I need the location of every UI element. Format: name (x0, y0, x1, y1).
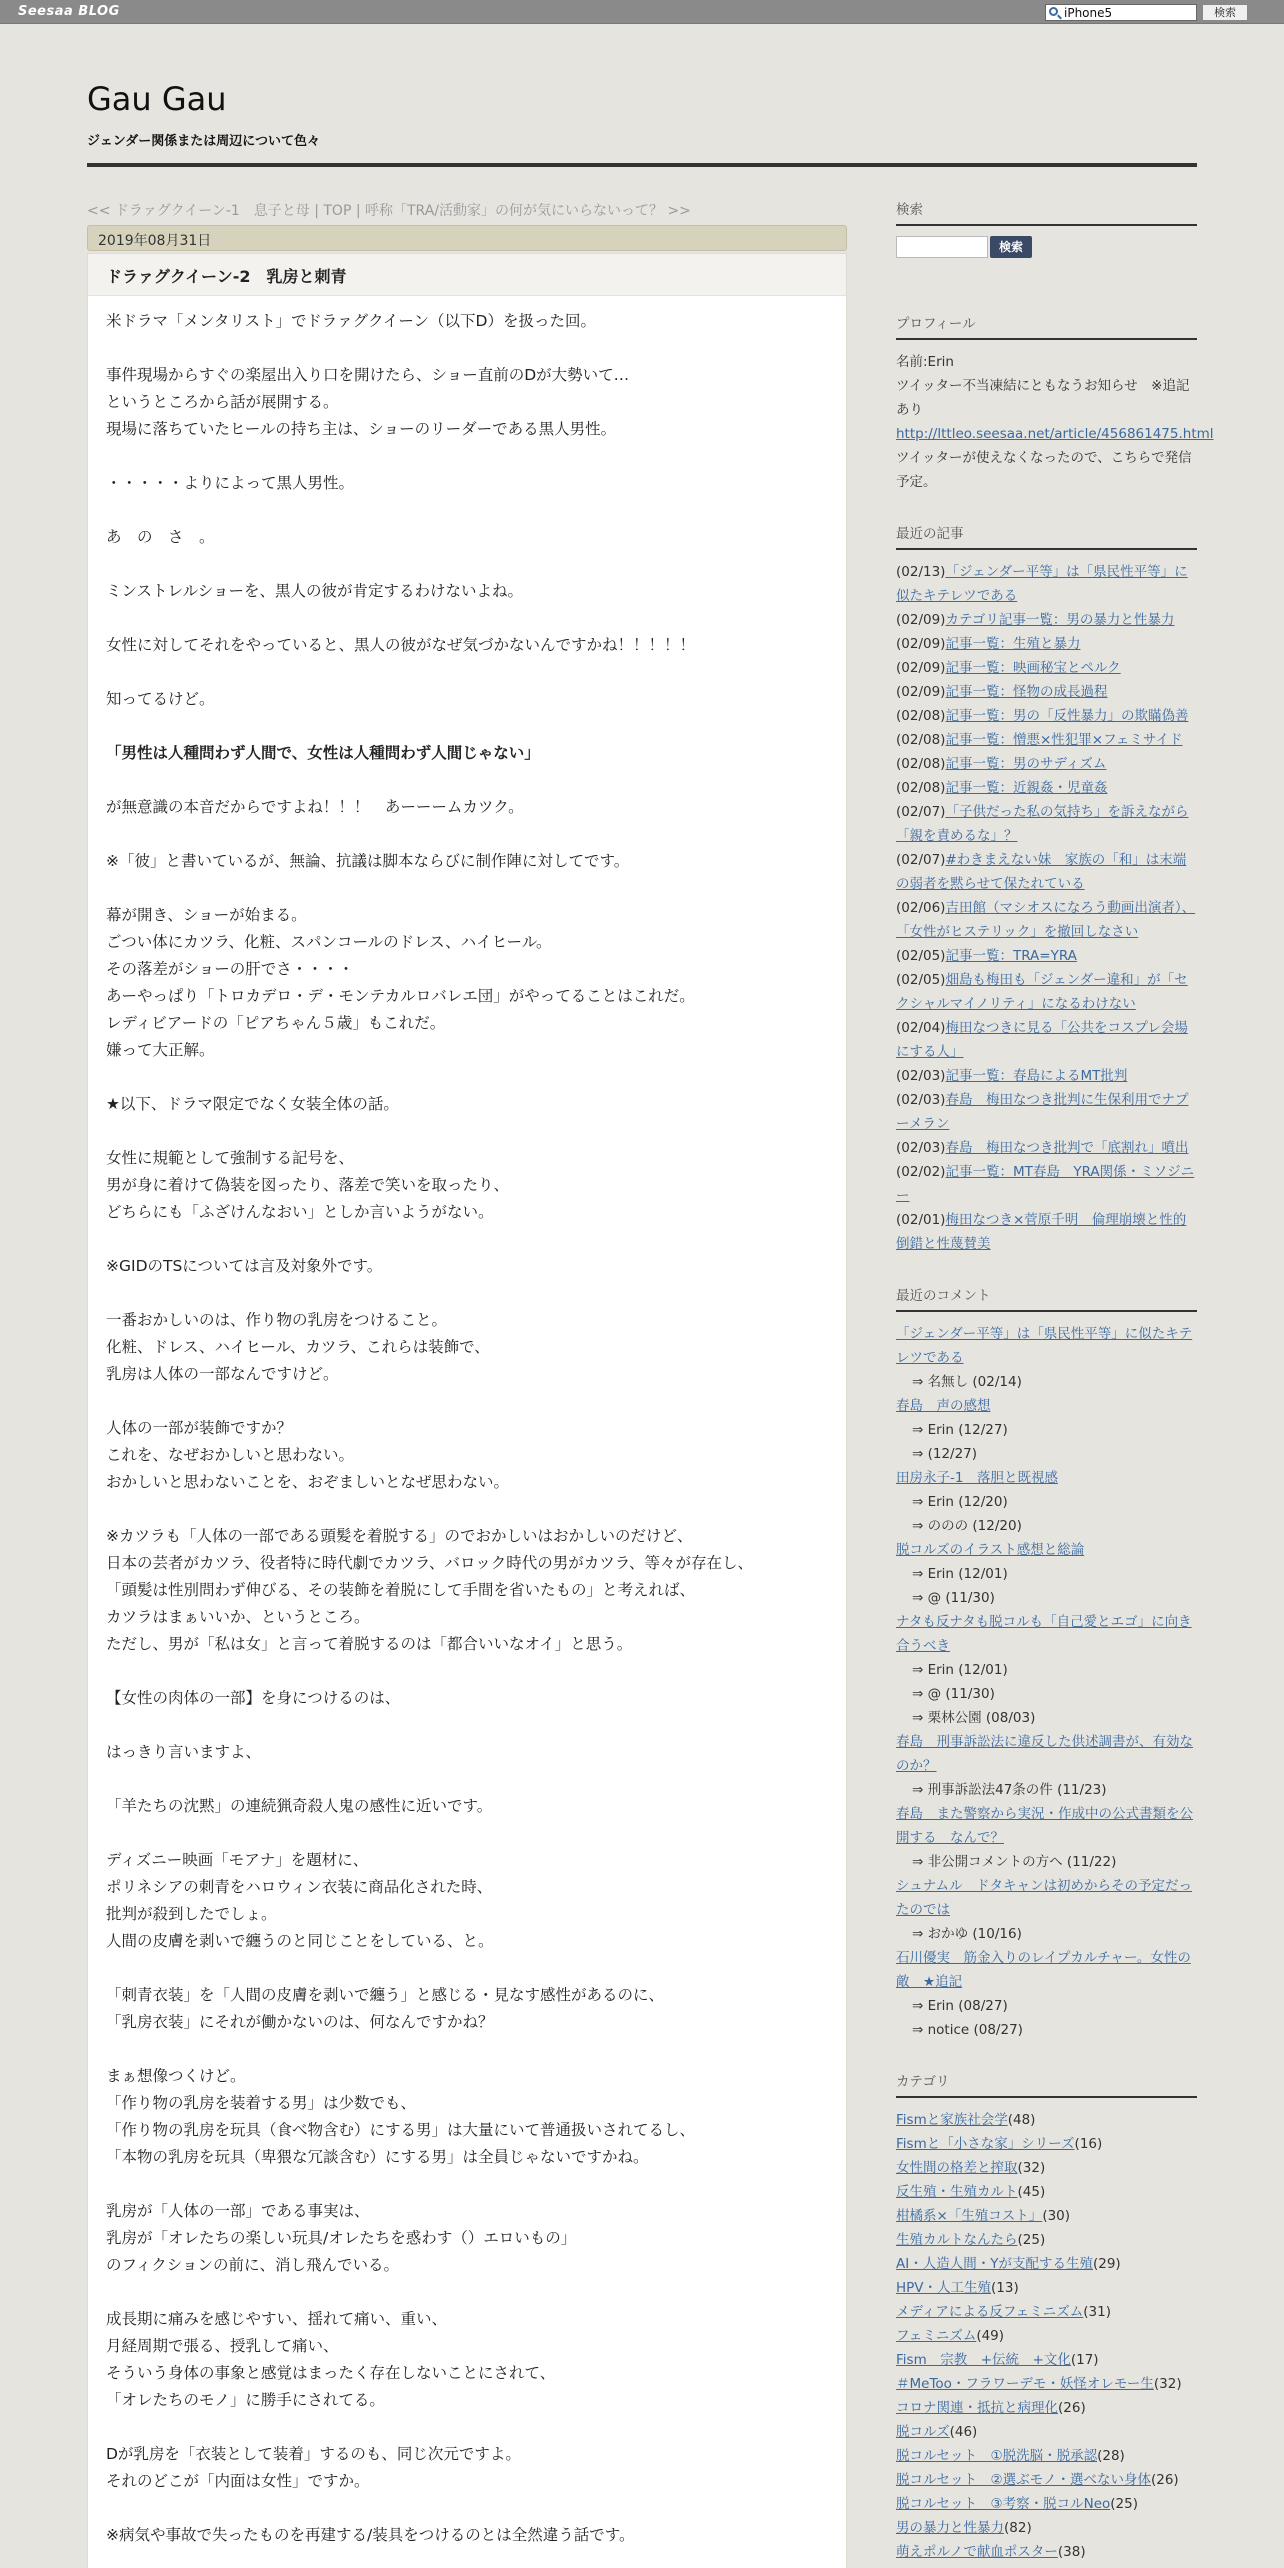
recent-post-item (896, 944, 1197, 968)
categories-heading: カテゴリ (896, 2070, 1197, 2098)
recent-post-item (896, 560, 1197, 608)
post-line: 「作り物の乳房を玩具（食べ物含む）にする男」は大量にいて普通扱いされてるし、 (106, 2121, 696, 2139)
recent-post-date: (02/04) (896, 1020, 946, 1036)
category-item (896, 2228, 1197, 2252)
category-item (896, 2108, 1197, 2132)
category-link[interactable]: フェミニズム (896, 2328, 977, 2344)
comment-entry[interactable]: ⇒ 名無し (02/14) (912, 1374, 1022, 1390)
category-item (896, 2300, 1197, 2324)
post-card (87, 253, 847, 2568)
recent-post-link[interactable]: 春島 梅田なつき批判に生保利用でナプーメラン (896, 1092, 1189, 1132)
comment-entry[interactable]: ⇒ 栗林公園 (08/03) (912, 1710, 1036, 1726)
post-line: ごつい体にカツラ、化粧、スパンコールのドレス、ハイヒール。 (106, 933, 552, 951)
post-line: 「頭髪は性別問わず伸びる、その装飾を着脱にして手間を省いたもの」と考えれば、 (106, 1581, 696, 1599)
comment-article (896, 1394, 1197, 1418)
post-line: おかしいと思わないことを、おぞましいとなぜ思わない。 (106, 1473, 510, 1491)
recent-post-item (896, 608, 1197, 632)
post-line: カツラはまぁいいか、というところ。 (106, 1608, 370, 1626)
comment-article (896, 1730, 1197, 1778)
category-count: (28) (1097, 2448, 1125, 2464)
comment-entry[interactable]: ⇒ @ (11/30) (912, 1686, 995, 1702)
recent-posts-list (896, 560, 1197, 1256)
category-item (896, 2444, 1197, 2468)
category-link[interactable]: 女性間の格差と搾取 (896, 2160, 1018, 2176)
category-count: (31) (1083, 2304, 1111, 2320)
category-count: (32) (1153, 2376, 1182, 2392)
recent-post-link[interactable]: 記事一覧：春島によるMT批判 (945, 1068, 1128, 1084)
post-line: 「作り物の乳房を装着する男」は少数でも、 (106, 2094, 417, 2112)
post-line: あーやっぱり「トロカデロ・デ・モンテカルロバレエ団」がやってることはこれだ。 (106, 987, 695, 1005)
comment-entry[interactable]: ⇒ Erin (12/20) (912, 1494, 1008, 1510)
comment-article-link[interactable]: 田房永子-1 落胆と既視感 (896, 1470, 1058, 1486)
category-item (896, 2516, 1197, 2540)
post-line: ポリネシアの刺青をハロウィン衣装に商品化された時、 (106, 1878, 493, 1896)
post-line (106, 1955, 828, 1982)
recent-post-item (896, 800, 1197, 848)
post-line: まぁ想像つくけど。 (106, 2067, 246, 2085)
category-link[interactable]: コロナ関連・抵抗と病理化 (896, 2400, 1058, 2416)
comment-entry[interactable]: ⇒ Erin (12/01) (912, 1662, 1008, 1678)
category-item (896, 2420, 1197, 2444)
category-link[interactable]: ＃MeToo・フラワーデモ・妖怪オレモー生 (896, 2376, 1154, 2392)
recent-post-link[interactable]: 記事一覧：MT春島 YRA関係・ミソジニー (896, 1164, 1195, 1204)
comment-article (896, 1802, 1197, 1850)
post-line: どちらにも「ふざけんなおい」としか言いようがない。 (106, 1203, 494, 1221)
comment-article-link[interactable]: ナタも反ナタも脱コルも「自己愛とエゴ」に向き合うべき (896, 1614, 1192, 1654)
header-divider (87, 163, 1197, 167)
profile-link[interactable]: http://lttleo.seesaa.net/article/456861475.html (896, 426, 1214, 442)
recent-post-date: (02/05) (896, 948, 946, 964)
category-link[interactable]: Fismと家族社会学 (896, 2112, 1008, 2128)
category-item (896, 2276, 1197, 2300)
comment-article (896, 1610, 1197, 1658)
toolbar-search-input[interactable]: iPhone5 (1045, 4, 1197, 21)
category-link[interactable]: 萌えポルノで献血ポスター (896, 2544, 1058, 2560)
category-count: (30) (1042, 2208, 1071, 2224)
post-line: 【女性の肉体の一部】を身につけるのは、 (106, 1689, 401, 1707)
recent-post-date: (02/03) (896, 1068, 946, 1084)
recent-post-date: (02/09) (896, 636, 946, 652)
sidebar-recent-comments (896, 1284, 1197, 2042)
post-line (106, 767, 828, 794)
comment-article (896, 1946, 1197, 1994)
post-line: それのどこが「内面は女性」ですか。 (106, 2472, 370, 2490)
post-line (106, 1280, 828, 1307)
recent-post-item (896, 776, 1197, 800)
post-line (106, 1496, 828, 1523)
category-link[interactable]: 脱コルセット ③考察・脱コルNeo (896, 2496, 1111, 2512)
comment-entry[interactable]: ⇒ 刑事訴訟法47条の件 (11/23) (912, 1782, 1107, 1798)
recent-post-link[interactable]: 記事一覧：怪物の成長過程 (945, 684, 1108, 700)
category-count: (38) (1057, 2544, 1086, 2560)
post-line (106, 2414, 828, 2441)
recent-post-item (896, 632, 1197, 656)
recent-post-date: (02/13) (896, 564, 946, 580)
recent-post-item (896, 968, 1197, 1016)
post-line: 化粧、ドレス、ハイヒール、カツラ、これらは装飾で、 (106, 1338, 490, 1356)
category-count: (17) (1070, 2352, 1099, 2368)
post-line: ディズニー映画「モアナ」を題材に、 (106, 1851, 369, 1869)
category-link[interactable]: メディアによる反フェミニズム (896, 2304, 1084, 2320)
post-line: ・・・・・よりによって黒人男性。 (106, 474, 355, 492)
post-line: 知ってるけど。 (106, 690, 215, 708)
category-link[interactable]: Fismと「小さな家」シリーズ (896, 2136, 1075, 2152)
recent-post-item (896, 1088, 1197, 1136)
category-item (896, 2492, 1197, 2516)
post-line: レディビアードの「ピアちゃん５歳」もこれだ。 (106, 1014, 446, 1032)
category-item (896, 2204, 1197, 2228)
sidebar-categories (896, 2070, 1197, 2564)
recent-post-link[interactable]: 吉田館（マシオスになろう動画出演者）、「女性がヒステリック」を撤回しなさい (896, 900, 1196, 940)
category-link[interactable]: 男の暴力と性暴力 (896, 2520, 1004, 2536)
recent-post-date: (02/01) (896, 1212, 946, 1228)
recent-post-date: (02/07) (896, 804, 946, 820)
seesaa-blog-logo[interactable]: Seesaa BLOG (18, 4, 120, 19)
post-line (106, 1226, 828, 1253)
category-count: (32) (1017, 2160, 1046, 2176)
category-link[interactable]: 脱コルセット ②選ぶモノ・選べない身体 (896, 2472, 1151, 2488)
post-line (106, 335, 828, 362)
recent-post-link[interactable]: 梅田なつき×菅原千明 倫理崩壊と性的倒錯と性蔑賛美 (896, 1212, 1187, 1252)
recent-post-date: (02/09) (896, 612, 946, 628)
post-line (106, 1766, 828, 1793)
category-count: (26) (1058, 2400, 1086, 2416)
post-line: 米ドラマ「メンタリスト」でドラァグクイーン（以下D）を扱った回。 (106, 312, 596, 330)
post-line: 乳房が「人体の一部」である事実は、 (106, 2202, 370, 2220)
comment-entry[interactable]: ⇒ Erin (12/27) (912, 1422, 1008, 1438)
post-line: 「刺青衣装」を「人間の皮膚を剥いで纏う」と感じる・見なす感性があるのに、 (106, 1986, 665, 2004)
post-line: ※カツラも「人体の一部である頭髪を着脱する」のでおかしいはおかしいのだけど、 (106, 1527, 693, 1545)
post-line: 女性に規範として強制する記号を、 (106, 1149, 355, 1167)
comment-entry[interactable]: ⇒ notice (08/27) (912, 2022, 1023, 2038)
seesaa-toolbar (0, 0, 1284, 24)
comment-entry[interactable]: ⇒ 非公開コメントの方へ (11/22) (912, 1854, 1117, 1870)
post-line (106, 497, 828, 524)
categories-list (896, 2108, 1197, 2564)
recent-post-link[interactable]: カテゴリ記事一覧：男の暴力と性暴力 (945, 612, 1175, 628)
profile-note: ツイッターが使えなくなったので、こちらで発信予定。 (896, 450, 1192, 490)
profile-name: 名前:Erin (896, 354, 954, 370)
sidebar-recent-posts (896, 522, 1197, 1256)
post-line (106, 2036, 828, 2063)
post-line: はっきり言いますよ、 (106, 1743, 262, 1761)
post-line: 「乳房衣装」にそれが働かないのは、何なんですかね？ (106, 2013, 494, 2031)
category-count: (16) (1074, 2136, 1103, 2152)
comment-article-link[interactable]: 石川優実 筋金入りのレイプカルチャー。女性の敵 ★追記 (896, 1950, 1191, 1990)
category-count: (26) (1150, 2472, 1179, 2488)
post-line: 日本の芸者がカツラ、役者特に時代劇でカツラ、バロック時代の男がカツラ、等々が存在し、 (106, 1554, 753, 1572)
post-line (106, 1118, 828, 1145)
post-line (106, 713, 828, 740)
category-item (896, 2180, 1197, 2204)
post-line (106, 443, 828, 470)
recent-post-date: (02/02) (896, 1164, 946, 1180)
category-link[interactable]: Fism 宗教 +伝統 +文化 (896, 2352, 1071, 2368)
post-line: 一番おかしいのは、作り物の乳房をつけること。 (106, 1311, 448, 1329)
comment-article (896, 1322, 1197, 1370)
recent-post-link[interactable]: 畑島も梅田も「ジェンダー違和」が「セクシャルマイノリティ」になるわけない (896, 972, 1188, 1012)
comment-article-link[interactable]: 脱コルズのイラスト感想と総論 (896, 1542, 1085, 1558)
category-count: (48) (1007, 2112, 1036, 2128)
comment-entry[interactable]: ⇒ ののの (12/20) (912, 1518, 1022, 1534)
post-line: あ の さ 。 (106, 528, 215, 546)
post-line (106, 2279, 828, 2306)
recent-post-link[interactable]: 梅田なつきに見る「公共をコスプレ会場にする人」 (896, 1020, 1188, 1060)
post-date: 2019年08月31日 (87, 225, 847, 251)
post-line: 月経周期で張る、授乳して痛い、 (106, 2337, 339, 2355)
comment-article-link[interactable]: 「ジェンダー平等」は「県民性平等」に似たキテレツである (896, 1326, 1193, 1366)
recent-post-link[interactable]: 記事一覧：男の「反性暴力」の欺瞞偽善 (945, 708, 1189, 724)
recent-post-date: (02/07) (896, 852, 946, 868)
post-line (106, 821, 828, 848)
recent-post-link[interactable]: 記事一覧：憎悪×性犯罪×フェミサイド (945, 732, 1183, 748)
post-line: 女性に対してそれをやっていると、黒人の彼がなぜ気づかないんですかね！！！！！ (106, 636, 696, 654)
recent-post-link[interactable]: 記事一覧：生殖と暴力 (945, 636, 1081, 652)
category-item (896, 2252, 1197, 2276)
category-item (896, 2156, 1197, 2180)
post-line (106, 659, 828, 686)
post-line: 事件現場からすぐの楽屋出入り口を開けたら、ショー直前のDが大勢いて… (106, 366, 630, 384)
recent-post-item (896, 1208, 1197, 1256)
recent-post-item (896, 704, 1197, 728)
category-link[interactable]: 反生殖・生殖カルト (896, 2184, 1018, 2200)
recent-post-item (896, 1064, 1197, 1088)
recent-post-date: (02/06) (896, 900, 946, 916)
category-count: (25) (1110, 2496, 1138, 2512)
recent-post-item (896, 680, 1197, 704)
recent-post-date: (02/08) (896, 732, 946, 748)
profile-heading: プロフィール (896, 312, 1197, 340)
post-body (88, 296, 846, 2549)
category-item (896, 2132, 1197, 2156)
category-count: (46) (949, 2424, 978, 2440)
recent-post-link[interactable]: 春島 梅田なつき批判で「底割れ」噴出 (945, 1140, 1189, 1156)
category-item (896, 2396, 1197, 2420)
toolbar-search-button[interactable]: 検索 (1202, 4, 1248, 21)
post-line: が無意識の本音だからですよね！！！ あーーームカツク。 (106, 798, 524, 816)
recent-post-date: (02/05) (896, 972, 946, 988)
comment-article (896, 1874, 1197, 1922)
post-line (106, 2495, 828, 2522)
category-count: (82) (1004, 2520, 1032, 2536)
post-line: 幕が開き、ショーが始まる。 (106, 906, 307, 924)
sidebar-search-heading: 検索 (896, 198, 1197, 226)
post-line: 人間の皮膚を剥いで纏うのと同じことをしている、と。 (106, 1932, 494, 1950)
post-line (106, 2171, 828, 2198)
post-line: Dが乳房を「衣装として装着」するのも、同じ次元ですよ。 (106, 2445, 521, 2463)
recent-post-link[interactable]: 記事一覧：TRA=YRA (945, 948, 1077, 964)
category-item (896, 2348, 1197, 2372)
post-line: ※「彼」と書いているが、無論、抗議は脚本ならびに制作陣に対してです。 (106, 852, 630, 870)
search-icon (1049, 7, 1058, 16)
post-line: のフィクションの前に、消し飛んでいる。 (106, 2256, 399, 2274)
comment-entry[interactable]: ⇒ おかゆ (10/16) (912, 1926, 1022, 1942)
recent-post-date: (02/03) (896, 1092, 946, 1108)
category-item (896, 2324, 1197, 2348)
category-count: (29) (1092, 2256, 1121, 2272)
comment-entry[interactable]: ⇒ (12/27) (912, 1446, 978, 1462)
category-link[interactable]: 柑橘系×「生殖コスト」 (896, 2208, 1043, 2224)
comment-article-link[interactable]: 春島 また警察から実況・作成中の公式書類を公開する なんで？ (896, 1806, 1193, 1846)
post-line: 批判が殺到したでしょ。 (106, 1905, 277, 1923)
post-line (106, 605, 828, 632)
recent-post-item (896, 896, 1197, 944)
category-link[interactable]: 生殖カルトなんたら (896, 2232, 1018, 2248)
post-line (106, 1820, 828, 1847)
recent-post-link[interactable]: 記事一覧：映画秘宝とペルク (945, 660, 1121, 676)
post-line: 乳房は人体の一部なんですけど。 (106, 1365, 339, 1383)
recent-post-date: (02/08) (896, 708, 946, 724)
post-line: 現場に落ちていたヒールの持ち主は、ショーのリーダーである黒人男性。 (106, 420, 617, 438)
post-line: これを、なぜおかしいと思わない。 (106, 1446, 355, 1464)
category-link[interactable]: 脱コルセット ①脱洗脳・脱承認 (896, 2448, 1098, 2464)
post-line: その落差がショーの肝でさ・・・・ (106, 960, 354, 978)
post-line: 成長期に痛みを感じやすい、揺れて痛い、重い、 (106, 2310, 448, 2328)
category-link[interactable]: HPV・人工生殖 (896, 2280, 992, 2296)
recent-post-date: (02/08) (896, 780, 946, 796)
comment-article-link[interactable]: 春島 声の感想 (896, 1398, 991, 1414)
post-line (106, 1712, 828, 1739)
post-line: ※GIDのTSについては言及対象外です。 (106, 1257, 383, 1275)
comment-article (896, 1538, 1197, 1562)
recent-post-link[interactable]: 記事一覧：男のサディズム (945, 756, 1107, 772)
post-line: 人体の一部が装飾ですか？ (106, 1419, 293, 1437)
post-line: そういう身体の事象と感覚はまったく存在しないことにされて、 (106, 2364, 556, 2382)
comment-entry[interactable]: ⇒ Erin (12/01) (912, 1566, 1008, 1582)
post-line: ただし、男が「私は女」と言って着脱するのは「都合いいなオイ」と思う。 (106, 1635, 633, 1653)
recent-post-item (896, 1160, 1197, 1208)
comment-article-link[interactable]: シュナムル ドタキャンは初めからその予定だったのでは (896, 1878, 1193, 1918)
recent-post-link[interactable]: 「ジェンダー平等」は「県民性平等」に似たキテレツである (896, 564, 1188, 604)
post-navigation[interactable]: << ドラァグクイーン-1 息子と母 | TOP | 呼称「TRA/活動家」の何が気にいらないって？ >> (87, 203, 691, 219)
post-line: ミンストレルショーを、黒人の彼が肯定するわけないよね。 (106, 582, 523, 600)
post-line: ★以下、ドラマ限定でなく女装全体の話。 (106, 1095, 399, 1113)
blog-description: ジェンダー関係または周辺について色々 (87, 134, 320, 149)
sidebar-profile (896, 312, 1214, 494)
sidebar-search (896, 198, 1197, 260)
category-item (896, 2468, 1197, 2492)
post-line (106, 1388, 828, 1415)
sidebar (896, 198, 1214, 2564)
blog-title[interactable]: Gau Gau (87, 80, 227, 118)
recent-post-item (896, 1136, 1197, 1160)
recent-post-date: (02/09) (896, 660, 946, 676)
recent-post-link[interactable]: #わきまえない妹 家族の「和」は末端の弱者を黙らせて保たれている (896, 852, 1187, 892)
category-count: (13) (991, 2280, 1019, 2296)
recent-post-date: (02/03) (896, 1140, 946, 1156)
comment-entry[interactable]: ⇒ Erin (08/27) (912, 1998, 1008, 2014)
post-line (106, 1658, 828, 1685)
post-line: 「羊たちの沈黙」の連続猟奇殺人鬼の感性に近いです。 (106, 1797, 493, 1815)
profile-notice: ツイッター不当凍結にともなうお知らせ ※追記あり (896, 378, 1190, 418)
recent-comments-list (896, 1322, 1197, 2042)
category-item (896, 2540, 1197, 2564)
recent-post-item (896, 728, 1197, 752)
comment-article (896, 1466, 1197, 1490)
recent-post-link[interactable]: 「子供だった私の気持ち」を訴えながら「親を責めるな」？ (896, 804, 1189, 844)
post-line: 「本物の乳房を玩具（卑猥な冗談含む）にする男」は全員じゃないですかね。 (106, 2148, 649, 2166)
post-title[interactable]: ドラァグクイーン-2 乳房と刺青 (88, 254, 846, 296)
post-line (106, 1064, 828, 1091)
recent-post-date: (02/08) (896, 756, 946, 772)
post-line: 嫌って大正解。 (106, 1041, 215, 1059)
recent-post-item (896, 752, 1197, 776)
category-link[interactable]: 脱コルズ (896, 2424, 950, 2440)
post-line (106, 875, 828, 902)
recent-post-date: (02/09) (896, 684, 946, 700)
recent-post-item (896, 1016, 1197, 1064)
category-link[interactable]: AI・人造人間・Yが支配する生殖 (896, 2256, 1093, 2272)
sidebar-search-input[interactable] (896, 236, 988, 258)
recent-post-link[interactable]: 記事一覧：近親姦・児童姦 (945, 780, 1108, 796)
category-count: (45) (1017, 2184, 1046, 2200)
post-line: というところから話が展開する。 (106, 393, 339, 411)
post-line: ※病気や事故で失ったものを再建する/装具をつけるのとは全然違う話です。 (106, 2526, 635, 2544)
category-item (896, 2372, 1197, 2396)
sidebar-search-button[interactable]: 検索 (990, 236, 1032, 258)
post-line: 男が身に着けて偽装を図ったり、落差で笑いを取ったり、 (106, 1176, 510, 1194)
recent-post-item (896, 848, 1197, 896)
post-line: 「オレたちのモノ」に勝手にされてる。 (106, 2391, 385, 2409)
comment-article-link[interactable]: 春島 刑事訴訟法に違反した供述調書が、有効なのか？ (896, 1734, 1193, 1774)
post-line: 乳房が「オレたちの楽しい玩具/オレたちを惑わす（）エロいもの」 (106, 2229, 577, 2247)
post-line: 「男性は人種問わず人間で、女性は人種問わず人間じゃない」 (106, 744, 540, 762)
recent-post-item (896, 656, 1197, 680)
category-count: (25) (1017, 2232, 1046, 2248)
recent-comments-heading: 最近のコメント (896, 1284, 1197, 1312)
category-count: (49) (976, 2328, 1005, 2344)
recent-posts-heading: 最近の記事 (896, 522, 1197, 550)
post-line (106, 551, 828, 578)
comment-entry[interactable]: ⇒ @ (11/30) (912, 1590, 995, 1606)
